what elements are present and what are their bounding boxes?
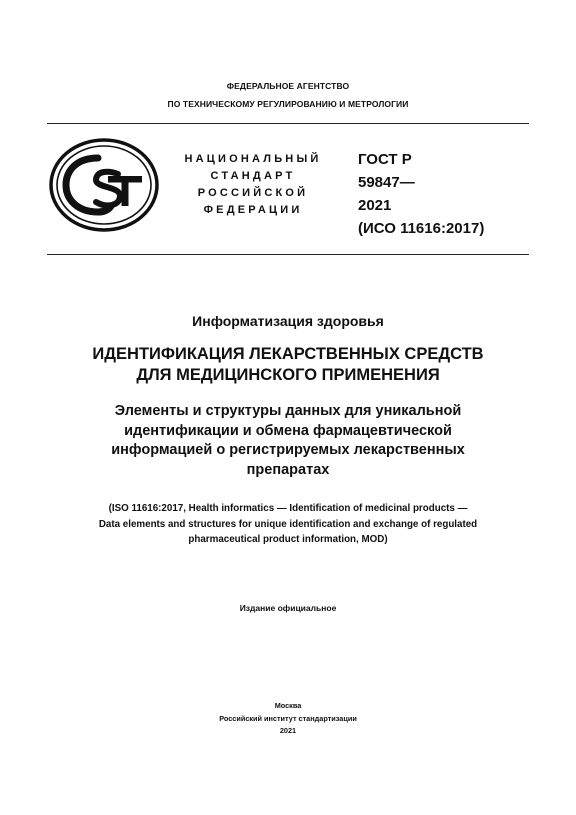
edition-note: Издание официальное xyxy=(239,603,337,613)
national-standard-line: ФЕДЕРАЦИИ xyxy=(203,204,303,216)
subtitle-line: препаратах xyxy=(246,461,330,478)
gost-line: (ИСО 11616:2017) xyxy=(358,220,485,237)
gost-line: ГОСТ Р xyxy=(358,151,412,168)
document-subject: Информатизация здоровья xyxy=(192,313,384,329)
gost-line: 2021 xyxy=(358,197,392,214)
english-title xyxy=(46,501,530,548)
english-line: Data elements and structures for unique identification and exchange of regulated xyxy=(98,518,478,530)
gost-designation xyxy=(358,148,484,240)
title-line: ДЛЯ МЕДИЦИНСКОГО ПРИМЕНЕНИЯ xyxy=(136,366,440,384)
national-standard-label xyxy=(174,151,332,219)
english-line: (ISO 11616:2017, Health informatics — Identification of medicinal products — xyxy=(108,503,468,514)
agency-line-1: ФЕДЕРАЛЬНОЕ АГЕНТСТВО xyxy=(226,81,350,91)
rst-logo-icon xyxy=(48,136,160,234)
national-standard-line: РОССИЙСКОЙ xyxy=(197,187,309,199)
subtitle-line: информацией о регистрируемых лекарственных xyxy=(111,442,465,458)
imprint-publisher: Российский институт стандартизации xyxy=(219,713,357,723)
subtitle-line: Элементы и структуры данных для уникальной xyxy=(114,403,462,419)
english-line: pharmaceutical product information, MOD) xyxy=(188,534,388,545)
bottom-divider xyxy=(47,254,529,255)
document-title xyxy=(40,344,536,386)
national-standard-line: НАЦИОНАЛЬНЫЙ xyxy=(184,153,322,165)
national-standard-line: СТАНДАРТ xyxy=(210,170,296,182)
document-subtitle xyxy=(60,402,516,480)
gost-line: 59847— xyxy=(358,174,415,191)
subtitle-line: идентификации и обмена фармацевтической xyxy=(124,422,452,439)
title-line: ИДЕНТИФИКАЦИЯ ЛЕКАРСТВЕННЫХ СРЕДСТВ xyxy=(92,345,484,363)
imprint-city: Москва xyxy=(274,701,302,710)
imprint-year: 2021 xyxy=(279,726,297,735)
imprint xyxy=(40,700,536,738)
agency-line-2: ПО ТЕХНИЧЕСКОМУ РЕГУЛИРОВАНИЮ И МЕТРОЛОГИИ xyxy=(167,99,409,109)
top-divider xyxy=(47,123,529,124)
